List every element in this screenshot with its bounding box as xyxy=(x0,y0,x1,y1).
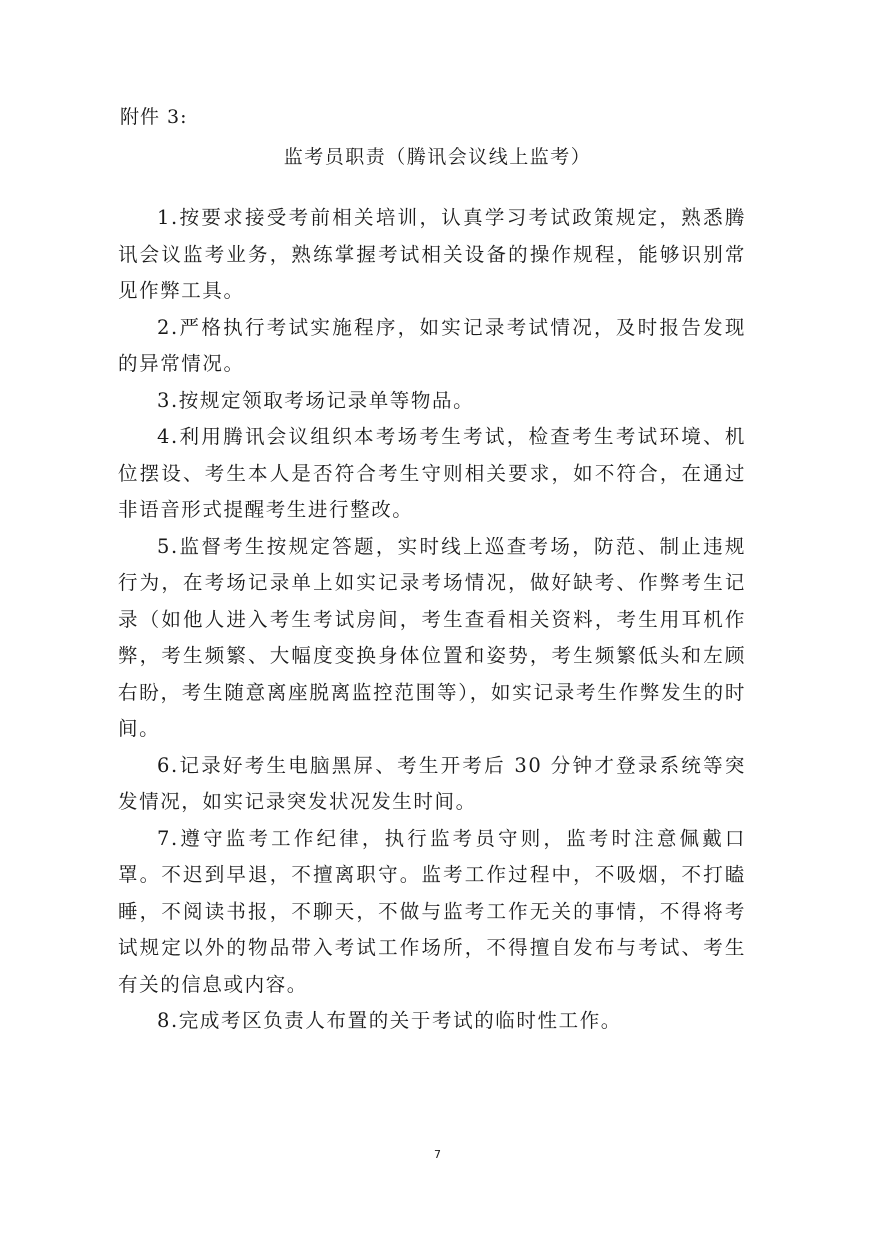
document-title: 监考员职责（腾讯会议线上监考） xyxy=(283,146,592,168)
duty-item-1: 1.按要求接受考前相关培训，认真学习考试政策规定，熟悉腾讯会议监考业务，熟练掌握考试相关设备的操作规程，能够识别常见作弊工具。 xyxy=(118,206,746,302)
duty-item-5: 5.监督考生按规定答题，实时线上巡查考场，防范、制止违规行为，在考场记录单上如实记录考场情况，做好缺考、作弊考生记录（如他人进入考生考试房间，考生查看相关资料，考生用耳机作弊，考生频繁、大幅度变换身体位置和姿势，考生频繁低头和左顾右盼，考生随意离座脱离监控范围等），如实记录考生作弊发生的时间。 xyxy=(118,534,746,740)
duty-item-6: 6.记录好考生电脑黑屏、考生开考后 30 分钟才登录系统等突发情况，如实记录突发状况发生时间。 xyxy=(118,753,746,813)
attachment-label: 附件 3: xyxy=(120,106,188,128)
duty-item-8: 8.完成考区负责人布置的关于考试的临时性工作。 xyxy=(157,1009,622,1032)
page-number: 7 xyxy=(434,1148,441,1161)
duty-item-3: 3.按规定领取考场记录单等物品。 xyxy=(157,388,475,412)
duties-list xyxy=(118,200,746,1040)
duty-item-7: 7.遵守监考工作纪律，执行监考员守则，监考时注意佩戴口罩。不迟到早退，不擅离职守。监考工作过程中，不吸烟，不打瞌睡，不阅读书报，不聊天，不做与监考工作无关的事情，不得将考试规定以外的物品带入考试工作场所，不得擅自发布与考试、考生有关的信息或内容。 xyxy=(118,826,746,996)
duty-item-2: 2.严格执行考试实施程序，如实记录考试情况，及时报告发现的异常情况。 xyxy=(118,315,746,375)
duty-item-4: 4.利用腾讯会议组织本考场考生考试，检查考生考试环境、机位摆设、考生本人是否符合考生守则相关要求，如不符合，在通过非语音形式提醒考生进行整改。 xyxy=(118,425,746,521)
